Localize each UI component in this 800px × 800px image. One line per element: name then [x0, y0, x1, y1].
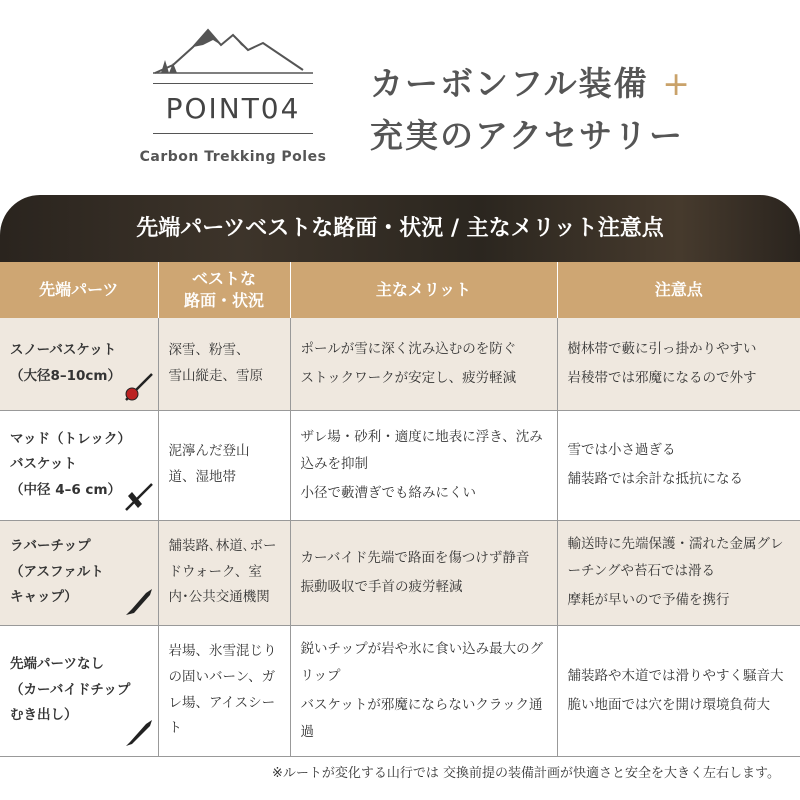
surface-cell-line: 雪山縦走、雪原: [168, 367, 263, 384]
merits-cell: [290, 410, 557, 520]
cautions-cell-line: 岩稜帯では邪魔になるので外す: [567, 369, 757, 386]
surface-cell-line: 道、湿地帯: [168, 469, 236, 485]
table-row: [0, 625, 800, 756]
merits-cell: [290, 625, 557, 756]
part-cell-line: ラバーチップ: [10, 538, 91, 555]
table-row: [0, 318, 800, 410]
carbide-tip-icon: [124, 718, 154, 748]
surface-cell: [158, 410, 290, 520]
merits-cell-line: カーバイド先端で路面を傷つけず静音: [300, 549, 530, 566]
snow-basket-icon: [124, 372, 154, 402]
mud-basket-icon: [124, 482, 154, 512]
title-line2: 充実のアクセサリー: [370, 116, 685, 155]
table-banner: 先端パーツベストな路面・状況 / 主なメリット注意点: [0, 195, 800, 262]
part-cell-line: バスケット: [10, 456, 77, 473]
surface-cell-line: 舗装路､林道､ボードウォーク、室内･公共交通機関: [168, 538, 277, 606]
part-cell-line: （アスファルト: [10, 563, 104, 580]
merits-cell: [290, 520, 557, 625]
cautions-cell-line: 樹林帯で藪に引っ掛かりやすい: [567, 340, 757, 357]
merits-cell: [290, 318, 557, 410]
column-header: 注意点: [557, 262, 800, 318]
cautions-cell: [557, 625, 800, 756]
cautions-cell-line: 脆い地面では穴を開け環境負荷大: [567, 696, 770, 713]
part-cell-line: マッド（トレック）: [10, 430, 131, 447]
cautions-cell-line: 雪では小さ過ぎる: [567, 442, 676, 458]
part-cell-line: むき出し）: [10, 707, 78, 724]
merits-cell-line: 鋭いチップが岩や氷に食い込み最大のグリップ: [300, 640, 544, 684]
part-cell-line: （中径 4–6 cm）: [10, 481, 122, 498]
tip-parts-table: [0, 262, 800, 757]
part-cell: [0, 625, 158, 756]
table-row: [0, 520, 800, 625]
part-cell-line: 先端パーツなし: [10, 656, 104, 673]
column-header: ベストな 路面・状況: [158, 262, 290, 318]
part-cell: [0, 520, 158, 625]
cautions-cell: [557, 318, 800, 410]
title-line1: カーボンフル装備 +: [370, 64, 692, 103]
cautions-cell-line: 舗装路や木道では滑りやすく騒音大: [567, 667, 784, 684]
footnote: ※ルートが変化する山行では 交換前提の装備計画が快適さと安全を大きく左右します。: [272, 766, 780, 781]
merits-cell-line: ザレ場・砂利・適度に地表に浮き、沈み込みを抑制: [300, 428, 543, 472]
surface-cell-line: 深雪、粉雪、: [168, 342, 250, 359]
table-row: [0, 410, 800, 520]
point-label: POINT04: [153, 83, 313, 134]
part-cell-line: （カーバイドチップ: [10, 681, 131, 698]
cautions-cell: [557, 520, 800, 625]
merits-cell-line: バスケットが邪魔にならないクラック通過: [300, 696, 543, 740]
rubber-tip-icon: [124, 587, 154, 617]
merits-cell-line: ポールが雪に深く沈み込むのを防ぐ: [300, 340, 517, 357]
cautions-cell-line: 輸送時に先端保護・濡れた金属グレーチングや苔石では滑る: [567, 536, 784, 579]
surface-cell-line: 泥濘んだ登山: [168, 443, 250, 460]
mountain-logo-icon: [153, 25, 313, 75]
cautions-cell: [557, 410, 800, 520]
cautions-cell-line: 摩耗が早いので予備を携行: [567, 592, 730, 608]
merits-cell-line: 小径で藪漕ぎでも絡みにくい: [300, 484, 476, 501]
part-cell-line: スノーバスケット: [10, 342, 117, 359]
cautions-cell-line: 舗装路では余計な抵抗になる: [567, 471, 743, 487]
part-cell: [0, 410, 158, 520]
surface-cell-line: 岩場、氷雪混じりの固いバーン、ガレ場、アイスシート: [168, 643, 277, 737]
logo-subtitle: Carbon Trekking Poles: [139, 149, 327, 165]
plus-icon: +: [662, 64, 692, 103]
column-header: 先端パーツ: [0, 262, 158, 318]
merits-cell-line: 振動吸収で手首の疲労軽減: [300, 578, 463, 595]
part-cell-line: （大径8–10cm）: [10, 367, 121, 384]
part-cell-line: キャップ）: [10, 589, 78, 606]
surface-cell: [158, 520, 290, 625]
surface-cell: [158, 625, 290, 756]
surface-cell: [158, 318, 290, 410]
column-header: 主なメリット: [290, 262, 557, 318]
part-cell: [0, 318, 158, 410]
logo: [118, 25, 348, 175]
merits-cell-line: ストックワークが安定し、疲労軽減: [300, 369, 517, 386]
